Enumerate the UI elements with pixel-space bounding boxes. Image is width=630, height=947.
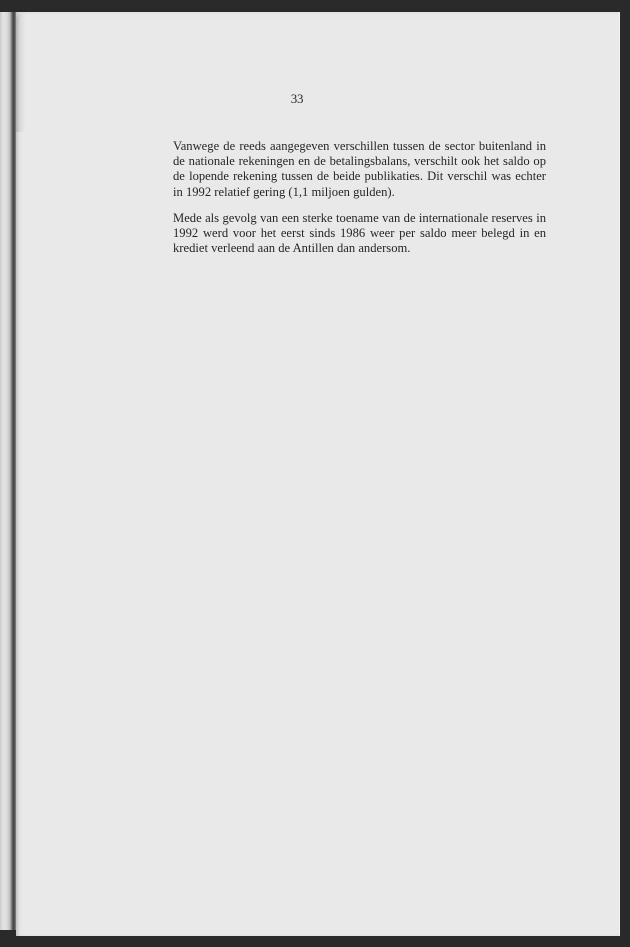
body-text (173, 139, 546, 267)
paragraph-international-reserves: Mede als gevolg van een sterke toename van de internationale reserves in 1992 werd voor het eerst sinds 1986 weer per saldo meer belegd in en krediet verleend aan de Antillen dan andersom. (173, 210, 546, 256)
page-number: 33 (290, 91, 304, 106)
paragraph-current-account-difference: Vanwege de reeds aangegeven verschillen tussen de sector buitenland in de nationale rekeningen en de betalingsbalans, verschilt ook het saldo op de lopende rekening tussen de beide publikaties. Dit verschil was echter in 1992 relatief gering (1,1 miljoen gulden). (173, 139, 546, 199)
page-curl-shadow (16, 12, 26, 132)
page-stack-edge (0, 12, 17, 930)
document-page (16, 12, 620, 936)
